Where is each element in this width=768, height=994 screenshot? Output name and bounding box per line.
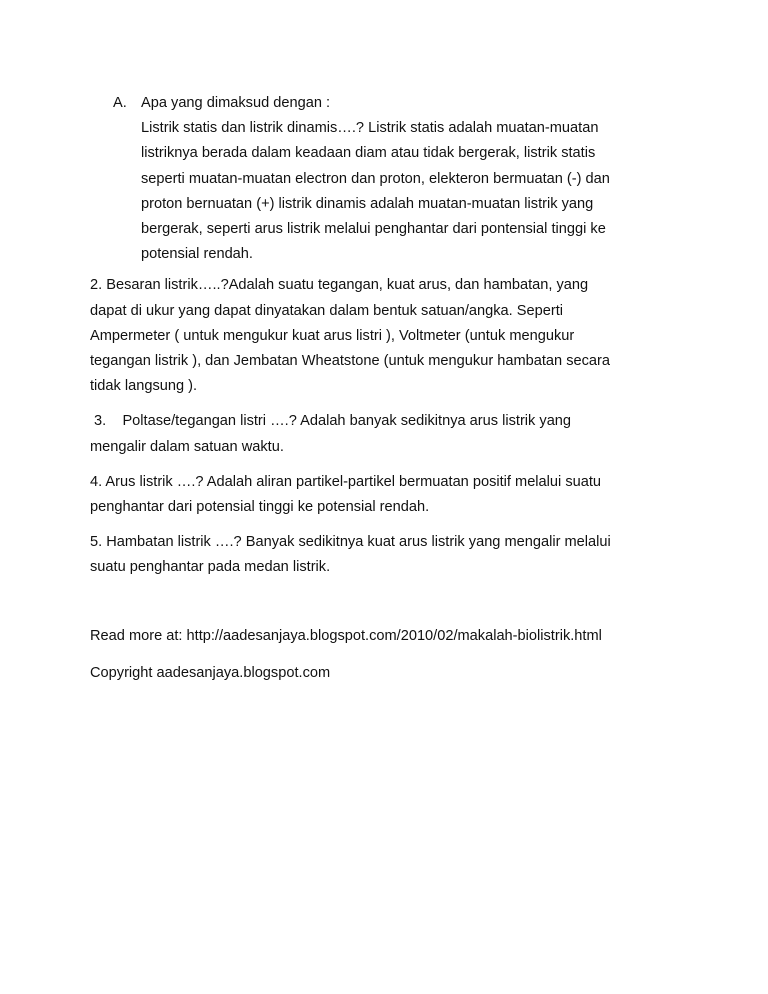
text-line: penghantar dari potensial tinggi ke potensial rendah. [90, 499, 430, 516]
list-item-4 [90, 470, 690, 520]
section-a-body [141, 116, 690, 267]
text-line: tegangan listrik ), dan Jembatan Wheatstone (untuk mengukur hambatan secara [90, 353, 610, 370]
list-item-a [90, 91, 690, 267]
text-line: mengalir dalam satuan waktu. [90, 438, 284, 455]
text-line: suatu penghantar pada medan listrik. [90, 559, 331, 576]
text-line: tidak langsung ). [90, 378, 198, 395]
text-line: proton bernuatan (+) listrik dinamis adalah muatan-muatan listrik yang [141, 195, 594, 212]
copyright-text: Copyright aadesanjaya.blogspot.com [90, 664, 331, 681]
document-body [90, 91, 690, 698]
text-line: listriknya berada dalam keadaan diam atau tidak bergerak, listrik statis [141, 145, 596, 162]
list-item-2 [90, 273, 690, 399]
spacer [90, 591, 690, 624]
text-line: seperti muatan-muatan electron dan proton, elekteron bermuatan (-) dan [141, 170, 610, 187]
text-line: 3. Poltase/tegangan listri ….? Adalah banyak sedikitnya arus listrik yang [90, 413, 572, 430]
read-more-link[interactable]: Read more at: http://aadesanjaya.blogspot.com/2010/02/makalah-biolistrik.html [90, 627, 602, 644]
text-line: Ampermeter ( untuk mengukur kuat arus listri ), Voltmeter (untuk mengukur [90, 327, 575, 344]
text-line: bergerak, seperti arus listrik melalui penghantar dari pontensial tinggi ke [141, 221, 606, 238]
list-marker-a: A. [113, 95, 127, 111]
text-line: 5. Hambatan listrik ….? Banyak sedikitnya kuat arus listrik yang mengalir melalui [90, 534, 611, 551]
list-item-5 [90, 530, 690, 580]
text-line: 2. Besaran listrik…..?Adalah suatu tegangan, kuat arus, dan hambatan, yang [90, 277, 589, 294]
text-line: Listrik statis dan listrik dinamis….? Listrik statis adalah muatan-muatan [141, 120, 599, 137]
text-line: potensial rendah. [141, 246, 253, 263]
list-item-3 [90, 409, 690, 459]
text-line: 4. Arus listrik ….? Adalah aliran partikel-partikel bermuatan positif melalui suatu [90, 473, 602, 490]
text-line: dapat di ukur yang dapat dinyatakan dalam bentuk satuan/angka. Seperti [90, 302, 564, 319]
section-a-heading: Apa yang dimaksud dengan : [141, 95, 331, 111]
